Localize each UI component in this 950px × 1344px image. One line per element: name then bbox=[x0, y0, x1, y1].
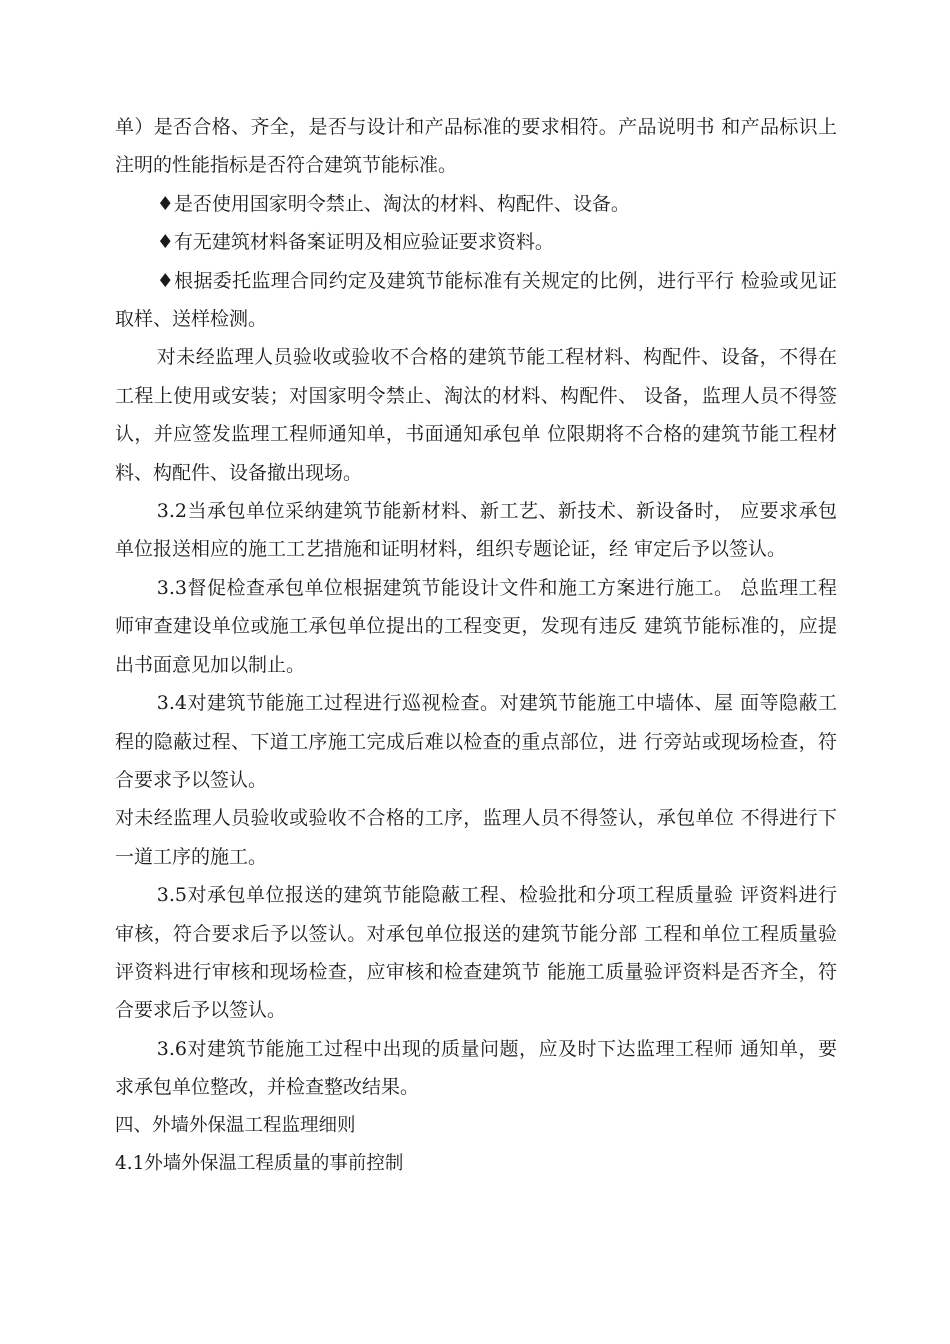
subsection-heading: 4.1外墙外保温工程质量的事前控制 bbox=[115, 1152, 404, 1174]
paragraph-5: 对未经监理人员验收或验收不合格的建筑节能工程材料、构配件、设备，不得在工程上使用或安装；对国家明令禁止、淘汰的材料、构配件、 设备，监理人员不得签认，并应签发监理工程师通知单，书面通知承包单 位限期将不合格的建筑节能工程材料、构配件、设备撤出现场。 bbox=[115, 346, 837, 484]
paragraph-2: ♦是否使用国家明令禁止、淘汰的材料、构配件、设备。 bbox=[156, 192, 630, 215]
section-heading: 四、外墙外保温工程监理细则 bbox=[115, 1114, 356, 1136]
paragraph-1: 单）是否合格、齐全，是否与设计和产品标准的要求相符。产品说明书 和产品标识上注明的性能指标是否符合建筑节能标准。 bbox=[115, 116, 837, 177]
paragraph-10: 3.5对承包单位报送的建筑节能隐蔽工程、检验批和分项工程质量验 评资料进行审核，符合要求后予以签认。对承包单位报送的建筑节能分部 工程和单位工程质量验评资料进行审核和现场检查，应审核和检查建筑节 能施工质量验评资料是否齐全，符合要求后予以签认。 bbox=[115, 884, 837, 1022]
paragraph-8: 3.4对建筑节能施工过程进行巡视检查。对建筑节能施工中墙体、屋 面等隐蔽工程的隐蔽过程、下道工序施工完成后难以检查的重点部位，进 行旁站或现场检查，符合要求予以签认。 bbox=[115, 692, 837, 791]
paragraph-11: 3.6对建筑节能施工过程中出现的质量问题，应及时下达监理工程师 通知单，要求承包单位整改，并检查整改结果。 bbox=[115, 1037, 837, 1099]
paragraph-3: ♦有无建筑材料备案证明及相应验证要求资料。 bbox=[156, 231, 554, 254]
paragraph-7: 3.3督促检查承包单位根据建筑节能设计文件和施工方案进行施工。 总监理工程师审查建设单位或施工承包单位提出的工程变更，发现有违反 建筑节能标准的，应提出书面意见加以制止。 bbox=[115, 576, 837, 676]
paragraph-4: ♦根据委托监理合同约定及建筑节能标准有关规定的比例，进行平行 检验或见证取样、送样检测。 bbox=[115, 269, 837, 331]
paragraph-9: 对未经监理人员验收或验收不合格的工序，监理人员不得签认，承包单位 不得进行下一道工序的施工。 bbox=[115, 807, 837, 868]
paragraph-6: 3.2当承包单位采纳建筑节能新材料、新工艺、新技术、新设备时， 应要求承包单位报送相应的施工工艺措施和证明材料，组织专题论证，经 审定后予以签认。 bbox=[115, 500, 837, 561]
document-body bbox=[115, 108, 837, 1183]
